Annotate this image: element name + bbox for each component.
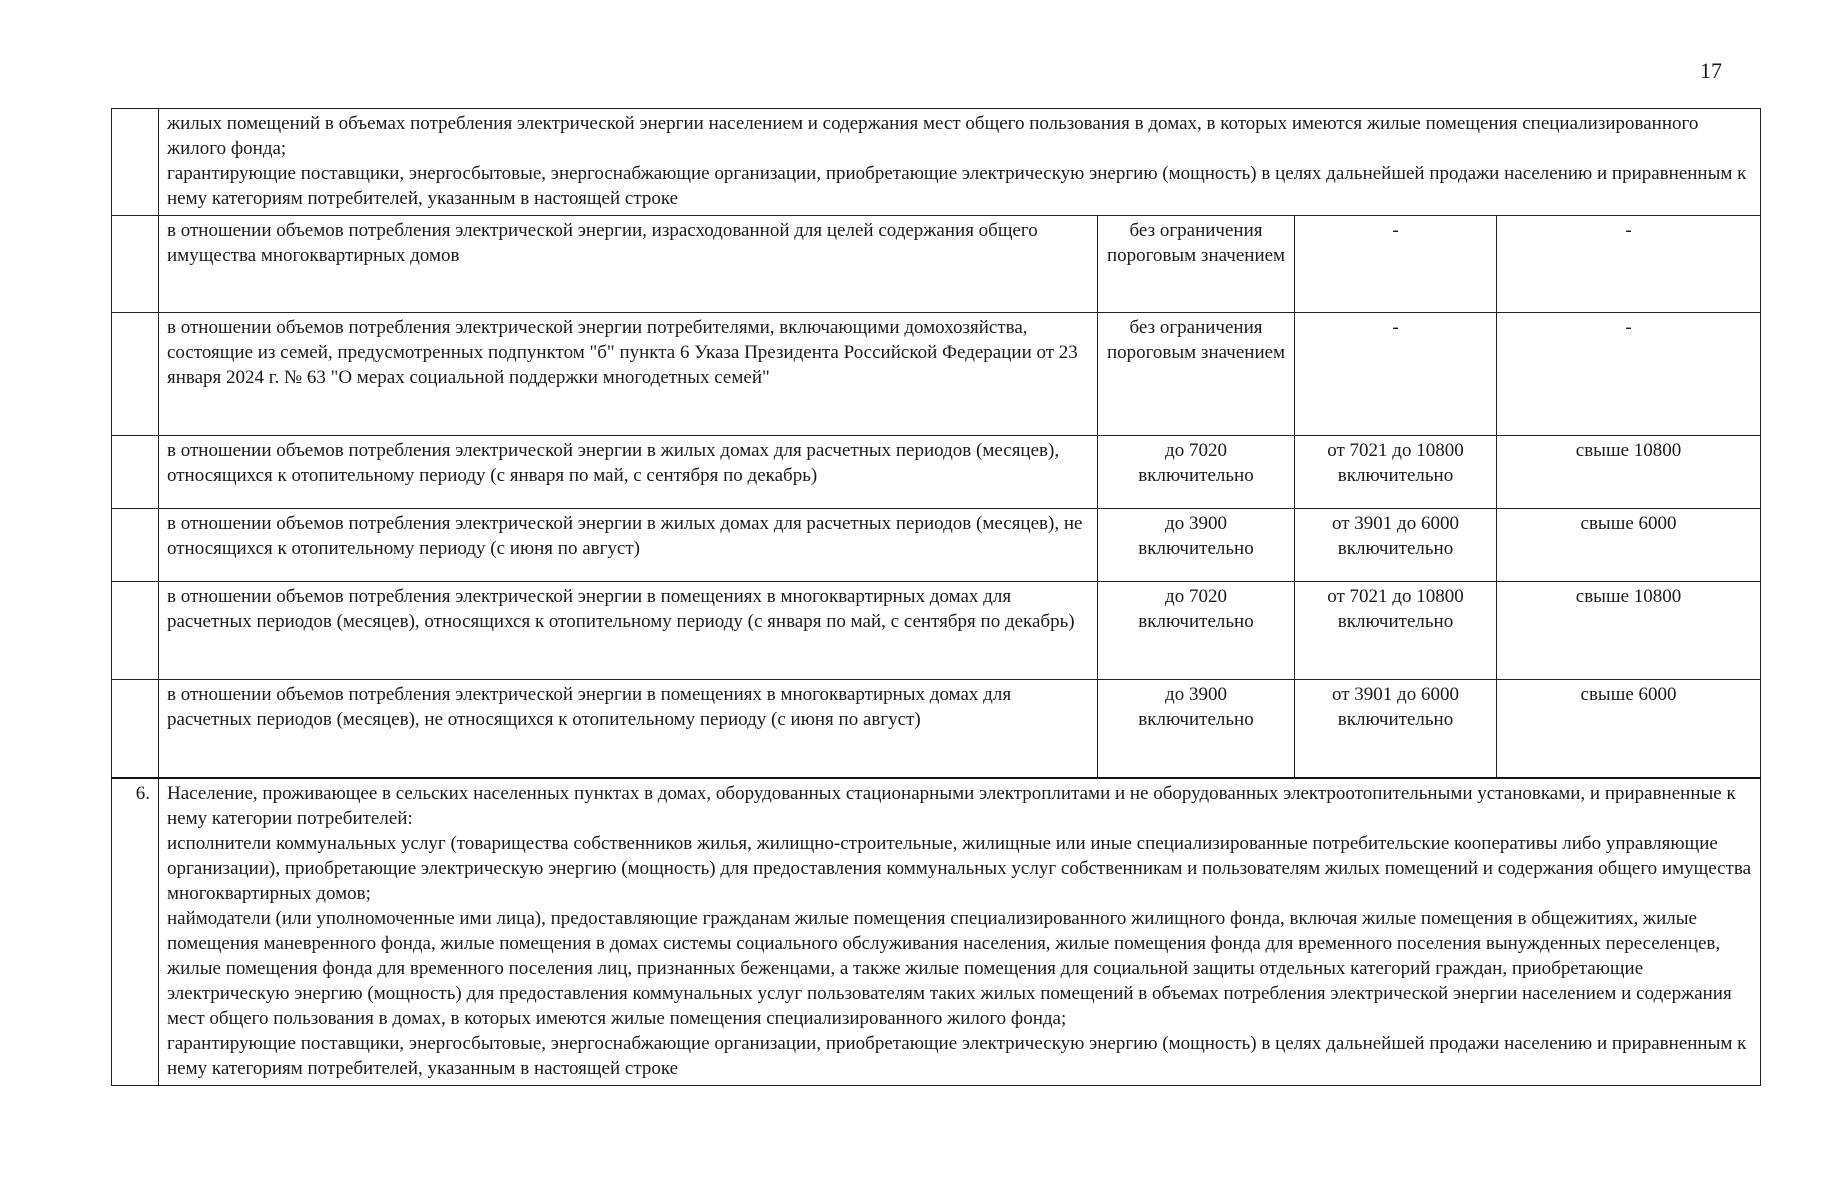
threshold-2: от 3901 до 6000 включительно [1295,680,1497,778]
table-row [112,216,1761,313]
row-description: в отношении объемов потребления электрической энергии потребителями, включающими домохозяйства, состоящие из семей, предусмотренных подпунктом "б" пункта 6 Указа Президента Российской Федерации от 23 января 2024 г. № 63 "О мерах социальной поддержки многодетных семей" [159,313,1098,436]
threshold-2: - [1295,313,1497,436]
row-description: в отношении объемов потребления электрической энергии в помещениях в многоквартирных домах для расчетных периодов (месяцев), относящихся к отопительному периоду (с января по май, с сентября по декабрь) [159,582,1098,680]
row-description: в отношении объемов потребления электрической энергии в жилых домах для расчетных периодов (месяцев), не относящихся к отопительному периоду (с июня по август) [159,509,1098,582]
threshold-1: без ограничения пороговым значением [1098,216,1295,313]
row-description: в отношении объемов потребления электрической энергии в жилых домах для расчетных периодов (месяцев), относящихся к отопительному периоду (с января по май, с сентября по декабрь) [159,436,1098,509]
section6-paragraph: исполнители коммунальных услуг (товарищества собственников жилья, жилищно-строительные, жилищные или иные специализированные потребительские кооперативы либо управляющие организации), приобретающие электрическую энергию (мощность) для предоставления коммунальных услуг собственникам и пользователям жилых помещений и содержания общего имущества многоквартирных домов; [167,832,1752,904]
section6-row [112,778,1761,1086]
section6-paragraph: наймодатели (или уполномоченные ими лица), предоставляющие гражданам жилые помещения специализированного жилищного фонда, включая жилые помещения в общежитиях, жилые помещения маневренного фонда, жилые помещения в домах системы социального обслуживания населения, жилые помещения фонда для временного поселения вынужденных переселенцев, жилые помещения фонда для временного поселения лиц, признанных беженцами, а также жилые помещения для социальной защиты отдельных категорий граждан, приобретающие электрическую энергию (мощность) для предоставления коммунальных услуг пользователям таких жилых помещений в объемах потребления электрической энергии населением и содержания мест общего пользования в домах, в которых имеются жилые помещения специализированного жилого фонда; [167,907,1732,1029]
threshold-3: свыше 6000 [1497,509,1761,582]
section6-paragraph: Население, проживающее в сельских населенных пунктах в домах, оборудованных стационарными электроплитами и не оборудованных электроотопительными установками, и приравненные к нему категории потребителей: [167,782,1736,829]
page-number: 17 [1700,58,1722,83]
threshold-3: свыше 10800 [1497,436,1761,509]
threshold-2: от 7021 до 10800 включительно [1295,582,1497,680]
threshold-3: - [1497,216,1761,313]
row-description: в отношении объемов потребления электрической энергии в помещениях в многоквартирных домах для расчетных периодов (месяцев), не относящихся к отопительному периоду (с июня по август) [159,680,1098,778]
section6-text-cell [159,778,1761,1086]
threshold-3: свыше 6000 [1497,680,1761,778]
section5-intro-paragraph: жилых помещений в объемах потребления электрической энергии населением и содержания мест общего пользования в домах, в которых имеются жилые помещения специализированного жилого фонда; [167,113,1699,159]
table-row [112,436,1761,509]
threshold-1: до 7020 включительно [1098,436,1295,509]
section6-paragraph: гарантирующие поставщики, энергосбытовые, энергоснабжающие организации, приобретающие электрическую энергию (мощность) в целях дальнейшей продажи населению и приравненным к нему категориям потребителей, указанным в настоящей строке [167,1032,1747,1079]
section5-intro-cell [159,109,1761,216]
tariff-table [111,108,1761,1086]
table-row [112,680,1761,778]
threshold-2: - [1295,216,1497,313]
threshold-2: от 3901 до 6000 включительно [1295,509,1497,582]
table-row [112,509,1761,582]
threshold-1: до 3900 включительно [1098,509,1295,582]
table-row [112,313,1761,436]
threshold-1: до 7020 включительно [1098,582,1295,680]
row-description: в отношении объемов потребления электрической энергии, израсходованной для целей содержания общего имущества многоквартирных домов [159,216,1098,313]
table-row [112,582,1761,680]
section5-intro-row [112,109,1761,216]
threshold-3: свыше 10800 [1497,582,1761,680]
section5-number-cell [112,109,159,216]
threshold-1: без ограничения пороговым значением [1098,313,1295,436]
threshold-2: от 7021 до 10800 включительно [1295,436,1497,509]
section5-intro-paragraph: гарантирующие поставщики, энергосбытовые, энергоснабжающие организации, приобретающие электрическую энергию (мощность) в целях дальнейшей продажи населению и приравненным к нему категориям потребителей, указанным в настоящей строке [167,163,1747,209]
threshold-1: до 3900 включительно [1098,680,1295,778]
section6-number: 6. [112,778,159,1086]
threshold-3: - [1497,313,1761,436]
